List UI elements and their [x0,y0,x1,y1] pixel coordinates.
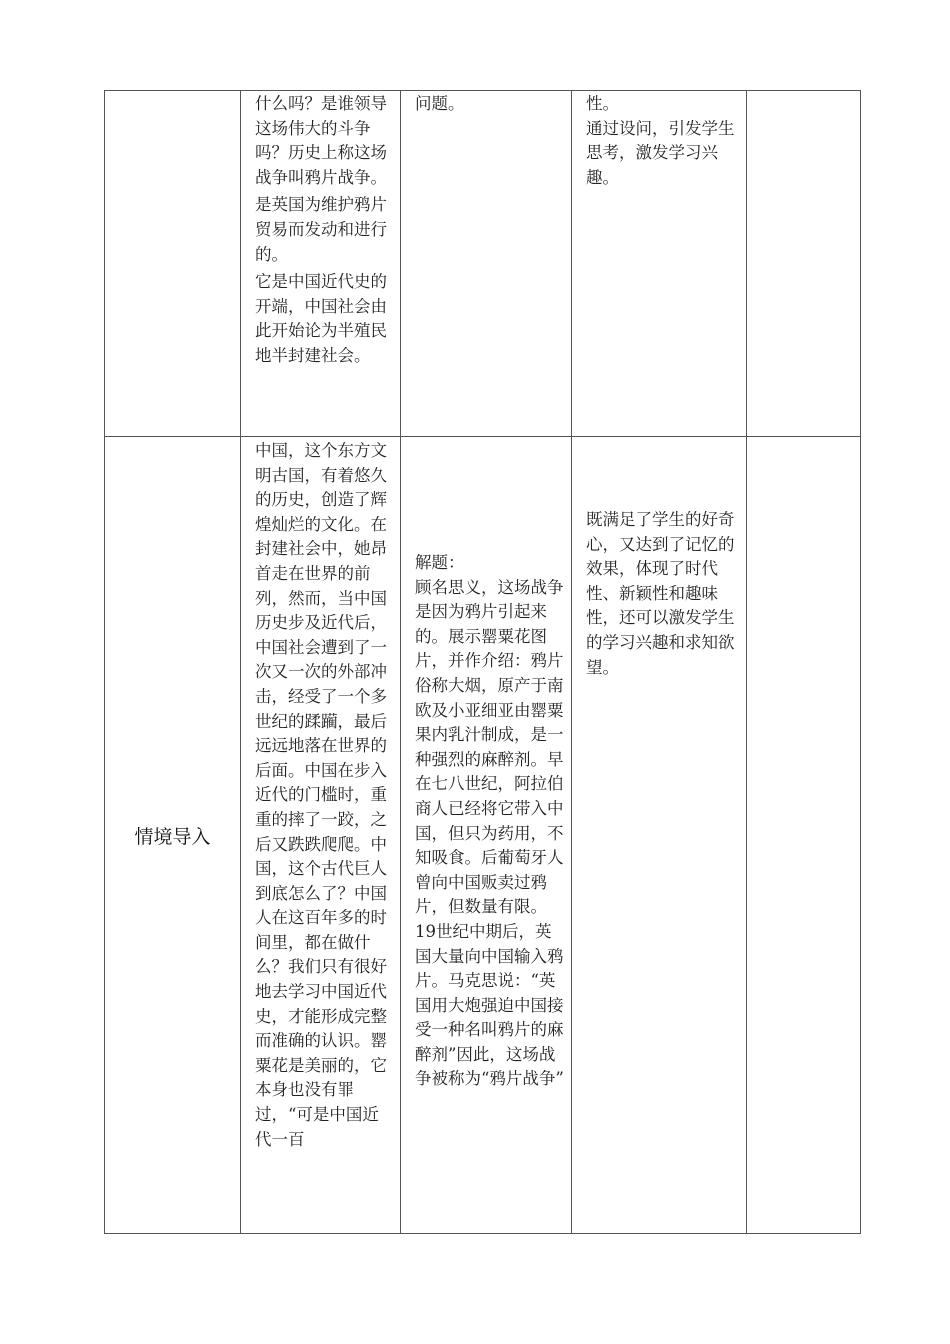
note-cell [747,91,861,437]
lesson-plan-table [104,90,861,1234]
student-text: 问题。 [415,94,465,113]
student-activity-cell [401,91,572,437]
table-row [105,91,861,437]
table-row [105,437,861,1234]
stage-label-cell [105,91,241,437]
student-title: 解题： [415,553,465,572]
teacher-text: 什么吗？是谁领导这场伟大的斗争吗？历史上称这场战争叫鸦片战争。 [255,94,387,187]
design-intent-cell [572,437,747,1234]
teacher-text: 中国，这个东方文明古国，有着悠久的历史，创造了辉煌灿烂的文化。在封建社会中，她昂首走在世界的前列，然而，当中国历史步及近代后，中国社会遭到了一次又一次的外部冲击，经受了一个多世纪的蹂躏，最后远远地落在世界的后面。中国在步入近代的门槛时，重重的摔了一跤，之后又跌跌爬爬。中国，这个古代巨人到底怎么了？中国人在这百年多的时间里，都在做什么？我们只有很好地去学习中国近代史，才能形成完整而准确的认识。罂粟花是美丽的，它本身也没有罪过，“可是中国近代一百 [255,441,387,1149]
teacher-activity-cell [241,91,401,437]
teacher-activity-cell [241,437,401,1234]
teacher-text: 它是中国近代史的开端，中国社会由此开始论为半殖民地半封建社会。 [255,272,387,365]
intent-text: 性。 [586,94,619,113]
student-text: 顾名思义，这场战争是因为鸦片引起来的。展示罂粟花图片，并作介绍：鸦片俗称大烟，原产于南欧及小亚细亚由罂粟果内乳汁制成，是一种强烈的麻醉剂。早在七八世纪，阿拉伯商人已经将它带入中国，但只为药用，不知吸食。后葡萄牙人曾向中国贩卖过鸦片，但数量有限。19世纪中期后，英国大量向中国输入鸦片。马克思说：“英国用大炮强迫中国接受一种名叫鸦片的麻醉剂”因此，这场战争被称为“鸦片战争” [415,577,564,1089]
teacher-text: 是英国为维护鸦片贸易而发动和进行的。 [255,195,387,264]
stage-label-cell: 情境导入 [105,437,241,1234]
design-intent-cell [572,91,747,437]
intent-text: 通过设问，引发学生思考，激发学习兴趣。 [586,118,735,187]
student-activity-cell [401,437,572,1234]
note-cell [747,437,861,1234]
intent-text: 既满足了学生的好奇心，又达到了记忆的效果，体现了时代性、新颖性和趣味性，还可以激发学生的学习兴趣和求知欲望。 [586,510,735,677]
